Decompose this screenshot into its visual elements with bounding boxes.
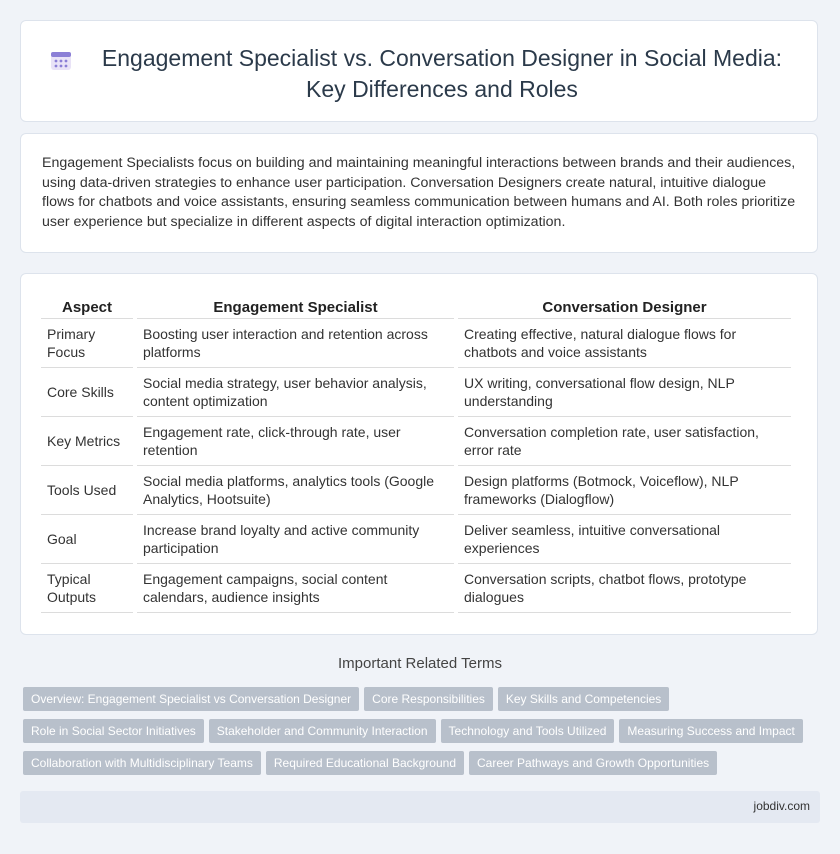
row-aspect: Key Metrics [41, 417, 133, 466]
related-terms-tags [23, 687, 823, 783]
footer [20, 791, 820, 823]
footer-site-link[interactable]: jobdiv.com [753, 799, 810, 813]
table-row [41, 368, 791, 417]
row-engagement-specialist: Engagement campaigns, social content calendars, audience insights [137, 564, 454, 613]
row-engagement-specialist: Engagement rate, click-through rate, user retention [137, 417, 454, 466]
comparison-card [20, 273, 818, 635]
related-terms-title: Important Related Terms [338, 655, 502, 672]
table-row [41, 515, 791, 564]
related-tag[interactable]: Core Responsibilities [364, 687, 493, 711]
row-aspect: Goal [41, 515, 133, 564]
table-header-row [41, 296, 791, 319]
table-row [41, 564, 791, 613]
row-aspect: Primary Focus [41, 319, 133, 368]
related-tag[interactable]: Key Skills and Competencies [498, 687, 669, 711]
related-tag[interactable]: Required Educational Background [266, 751, 464, 775]
intro-paragraph: Engagement Specialists focus on building and maintaining meaningful interactions between brands and their audiences, using data-driven strategies to enhance user participation. Conversation Designers create natural, intuitive dialogue flows for chatbots and voice assistants, ensuring seamless communication between humans and AI. Both roles prioritize user experience but specialize in different aspects of digital interaction optimization. [42, 155, 796, 230]
title-card [20, 20, 818, 122]
related-tag[interactable]: Overview: Engagement Specialist vs Conversation Designer [23, 687, 359, 711]
row-engagement-specialist: Boosting user interaction and retention across platforms [137, 319, 454, 368]
row-aspect: Tools Used [41, 466, 133, 515]
row-conversation-designer: Conversation completion rate, user satisfaction, error rate [458, 417, 791, 466]
row-engagement-specialist: Social media platforms, analytics tools (Google Analytics, Hootsuite) [137, 466, 454, 515]
row-conversation-designer: Conversation scripts, chatbot flows, prototype dialogues [458, 564, 791, 613]
row-aspect: Typical Outputs [41, 564, 133, 613]
related-tag[interactable]: Role in Social Sector Initiatives [23, 719, 204, 743]
header-conversation-designer: Conversation Designer [458, 296, 791, 319]
intro-card [20, 133, 818, 253]
table-row [41, 319, 791, 368]
related-tag[interactable]: Stakeholder and Community Interaction [209, 719, 436, 743]
row-conversation-designer: Creating effective, natural dialogue flows for chatbots and voice assistants [458, 319, 791, 368]
header-aspect: Aspect [41, 296, 133, 319]
related-tag[interactable]: Career Pathways and Growth Opportunities [469, 751, 717, 775]
row-engagement-specialist: Social media strategy, user behavior analysis, content optimization [137, 368, 454, 417]
row-conversation-designer: UX writing, conversational flow design, NLP understanding [458, 368, 791, 417]
header-engagement-specialist: Engagement Specialist [137, 296, 454, 319]
row-aspect: Core Skills [41, 368, 133, 417]
related-tag[interactable]: Technology and Tools Utilized [441, 719, 615, 743]
comparison-table [37, 296, 795, 613]
page-title: Engagement Specialist vs. Conversation Designer in Social Media: Key Differences and Roles [101, 45, 783, 102]
calendar-icon [49, 48, 73, 77]
row-engagement-specialist: Increase brand loyalty and active community participation [137, 515, 454, 564]
table-row [41, 417, 791, 466]
table-row [41, 466, 791, 515]
row-conversation-designer: Design platforms (Botmock, Voiceflow), NLP frameworks (Dialogflow) [458, 466, 791, 515]
related-tag[interactable]: Measuring Success and Impact [619, 719, 802, 743]
related-tag[interactable]: Collaboration with Multidisciplinary Teams [23, 751, 261, 775]
row-conversation-designer: Deliver seamless, intuitive conversational experiences [458, 515, 791, 564]
